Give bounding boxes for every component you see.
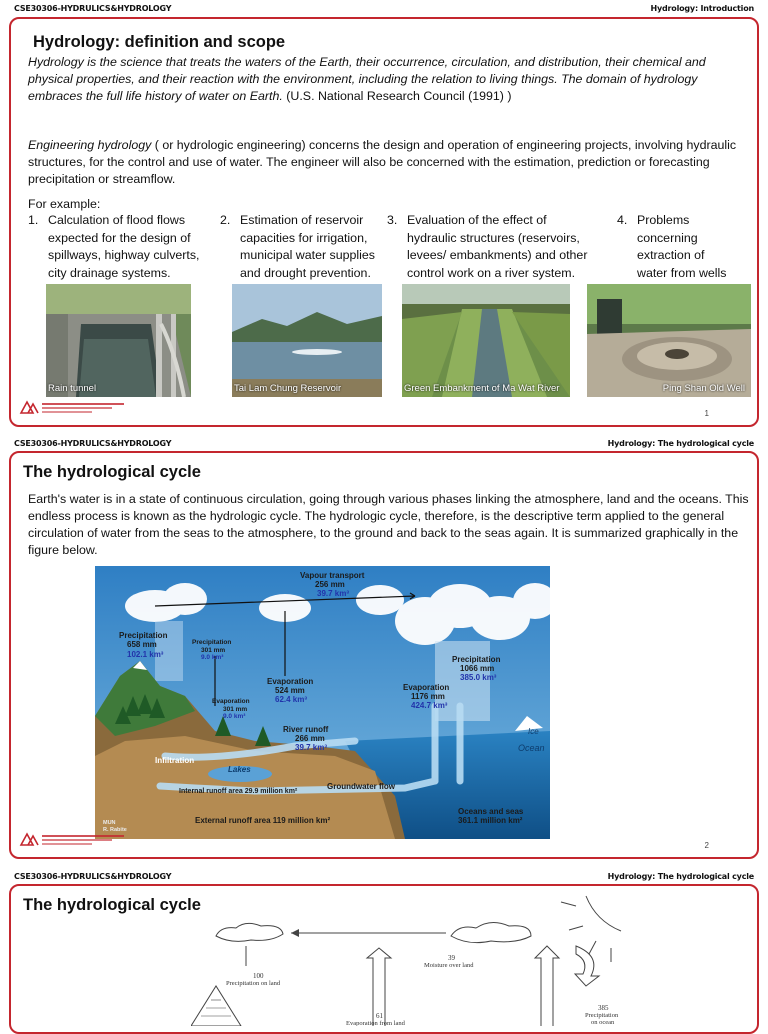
vapour-transport-label: Vapour transport <box>300 571 365 580</box>
river-runoff-mm: 266 mm <box>295 734 325 743</box>
photo-rain-tunnel <box>46 284 191 397</box>
precip-ocean-label: Precipitation <box>452 655 501 664</box>
example-line: hydraulic structures (reservoirs, <box>407 230 580 245</box>
example-line: expected for the design of <box>48 230 191 245</box>
evap-land-label: Evaporation <box>267 677 314 686</box>
precip-lakes-km: 9.0 km³ <box>201 654 224 661</box>
example-line: water from wells <box>637 265 727 280</box>
definition-source: (U.S. National Research Council (1991) ) <box>286 89 512 103</box>
precip-land-label: Precipitation <box>119 631 168 640</box>
precip-land-km: 102.1 km³ <box>127 650 164 659</box>
example-line: Evaluation of the effect of <box>407 213 547 227</box>
infiltration-label: Infiltration <box>155 756 195 765</box>
example-number: 3. <box>387 213 398 227</box>
slide-1 <box>9 17 759 427</box>
credit-line-2: R. Rabite <box>103 827 127 833</box>
evap-ocean-mm: 1176 mm <box>411 692 445 701</box>
oceans-seas-label: Oceans and seas <box>458 807 524 816</box>
slide-3 <box>9 884 759 1034</box>
example-number: 4. <box>617 213 628 227</box>
credit-line-1: MUN <box>103 820 116 826</box>
evap-ocean-label: Evaporation <box>403 683 450 692</box>
page-title: Hydrology: definition and scope <box>33 33 286 51</box>
precip-ocean-value: 385 <box>598 1004 609 1012</box>
page-number: 1 <box>704 409 709 418</box>
hydrological-cycle-diagram <box>95 566 550 839</box>
precip-lakes-label: Precipitation <box>192 639 232 646</box>
evap-land-km: 62.4 km³ <box>275 695 308 704</box>
precip-ocean-km: 385.0 km³ <box>460 673 497 682</box>
precip-lakes-mm: 301 mm <box>201 647 226 654</box>
example-line: and drought prevention. <box>240 265 371 280</box>
example-line: city drainage systems. <box>48 265 171 280</box>
precip-ocean-label-2: on ocean <box>591 1019 615 1026</box>
example-line: control work on a river system. <box>407 265 576 280</box>
engineering-text: ( or hydrologic engineering) concerns the design and operation of engineering projects, involving hydraulic structures, for the control and use of water. The engineer will also be concerned with the estimation, prediction or forecasting precipitation or streamflow. <box>28 138 737 186</box>
definition-text: Hydrology is the science that treats the waters of the Earth, their occurrence, circulation, and distribution, their chemical and physical properties, and their reaction with the environment, including the relation to living things. The domain of hydrology embraces the full life history of water on Earth. <box>28 55 706 103</box>
section-title: The hydrological cycle <box>23 896 201 914</box>
example-text <box>48 212 200 282</box>
evap-ocean-km: 424.7 km³ <box>411 701 448 710</box>
vapour-transport-mm: 256 mm <box>315 580 345 589</box>
course-code: CSE30306-HYDRULICS&HYDROLOGY <box>14 4 172 13</box>
example-text <box>240 212 375 282</box>
evap-land-label: Evaporation from land <box>346 1020 405 1026</box>
university-logo <box>19 831 129 854</box>
breadcrumb: Hydrology: The hydrological cycle <box>607 872 754 881</box>
ocean-label: Ocean <box>518 743 545 753</box>
photo-caption: Green Embankment of Ma Wat River <box>404 383 560 394</box>
example-number: 1. <box>28 213 39 227</box>
example-line: municipal water supplies <box>240 248 375 262</box>
river-runoff-label: River runoff <box>283 725 329 734</box>
example-intro: For example: <box>28 197 101 211</box>
evap-lakes-mm: 301 mm <box>223 706 248 713</box>
moisture-label: Moisture over land <box>424 962 474 969</box>
precip-ocean-label-1: Precipitation <box>585 1012 619 1019</box>
evap-land-mm: 524 mm <box>275 686 305 695</box>
page-number: 2 <box>704 841 709 850</box>
photo-caption: Tai Lam Chung Reservoir <box>234 383 342 394</box>
precip-land-mm: 658 mm <box>127 640 157 649</box>
example-line: extraction of <box>637 248 705 262</box>
precip-land-value: 100 <box>253 972 264 980</box>
lakes-label: Lakes <box>228 765 251 774</box>
breadcrumb: Hydrology: Introduction <box>650 4 754 13</box>
example-line: capacities for irrigation, <box>240 230 368 245</box>
cycle-line-diagram <box>191 886 641 1026</box>
slide-2 <box>9 451 759 859</box>
external-runoff-label: External runoff area 119 million km² <box>195 816 331 825</box>
photo-old-well <box>587 284 751 397</box>
vapour-transport-km: 39.7 km³ <box>317 589 350 598</box>
course-code: CSE30306-HYDRULICS&HYDROLOGY <box>14 872 172 881</box>
engineering-term: Engineering hydrology <box>28 138 152 152</box>
example-text <box>637 212 727 282</box>
evap-lakes-km: 9.0 km³ <box>223 713 246 720</box>
university-logo <box>19 399 129 422</box>
internal-runoff-label: Internal runoff area 29.9 million km² <box>179 788 298 795</box>
engineering-paragraph <box>28 137 750 188</box>
oceans-seas-area: 361.1 million km² <box>458 816 523 825</box>
example-line: concerning <box>637 230 698 245</box>
example-line: Calculation of flood flows <box>48 213 186 227</box>
photo-caption: Ping Shan Old Well <box>662 383 745 394</box>
example-text <box>407 212 587 282</box>
example-line: Problems <box>637 213 690 227</box>
photo-caption: Rain tunnel <box>48 383 97 394</box>
river-runoff-km: 39.7 km³ <box>295 743 328 752</box>
breadcrumb: Hydrology: The hydrological cycle <box>607 439 754 448</box>
section-title: The hydrological cycle <box>23 463 201 481</box>
example-line: spillways, highway culverts, <box>48 248 200 262</box>
ice-label: Ice <box>528 727 539 736</box>
evap-lakes-label: Evaporation <box>212 698 250 705</box>
precip-land-label: Precipitation on land <box>226 980 281 987</box>
groundwater-label: Groundwater flow <box>327 782 395 791</box>
moisture-value: 39 <box>448 954 455 962</box>
evap-land-value: 61 <box>376 1012 383 1020</box>
cycle-description: Earth's water is in a state of continuous circulation, going through various phases linking the atmosphere, land and the oceans. This endless process is known as the hydrologic cycle. The hydrologic cycle, therefore, is the descriptive term applied to the general circulation of water from the seas to the atmosphere, to the ground and back to the seas again. It is summarized graphically in the figure below. <box>28 492 749 557</box>
precip-ocean-mm: 1066 mm <box>460 664 495 673</box>
example-line: Estimation of reservoir <box>240 213 364 227</box>
photo-reservoir <box>232 284 382 397</box>
example-line: levees/ embankments) and other <box>407 248 588 262</box>
definition-paragraph <box>28 54 750 105</box>
photo-embankment <box>402 284 570 397</box>
course-code: CSE30306-HYDRULICS&HYDROLOGY <box>14 439 172 448</box>
example-number: 2. <box>220 213 231 227</box>
